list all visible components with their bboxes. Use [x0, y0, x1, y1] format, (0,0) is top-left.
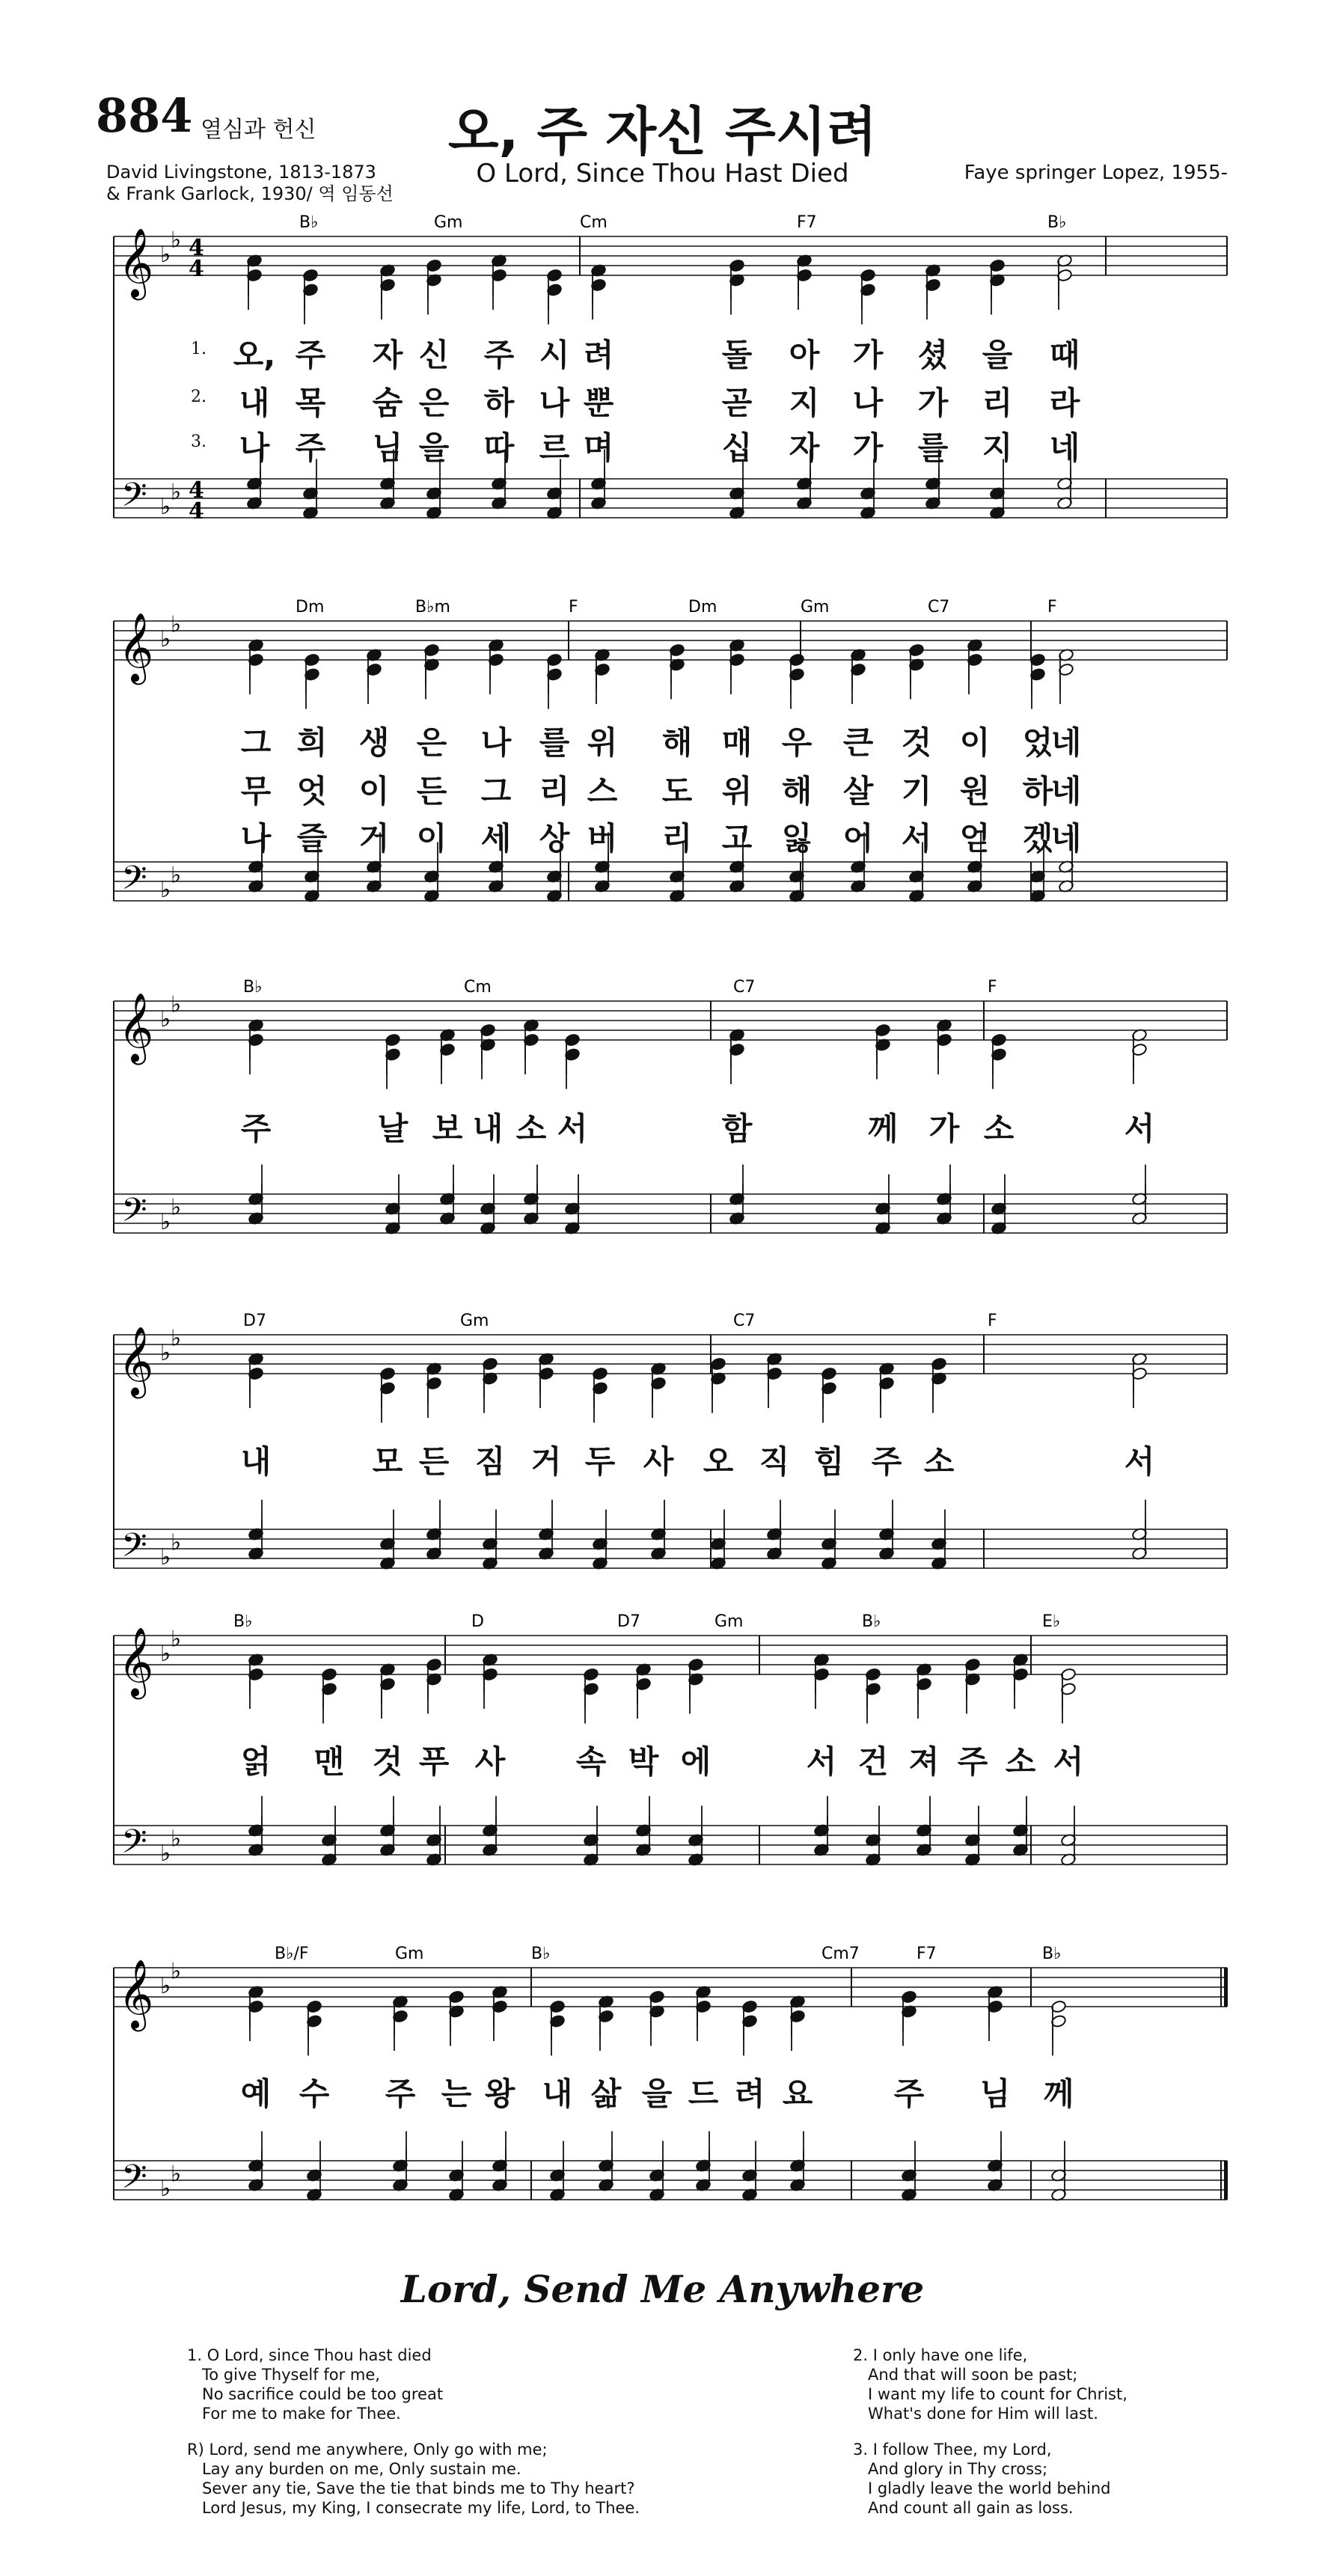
lyric-syllable: 때	[1049, 337, 1080, 373]
english-lyric-line: 1. O Lord, since Thou hast died	[187, 2346, 432, 2364]
lyric-syllable: 큰	[842, 724, 874, 761]
lyric-syllable: 스	[587, 773, 618, 810]
lyric-syllable: 박	[628, 1743, 659, 1780]
lyric-syllable: 님	[979, 2075, 1011, 2112]
english-lyric-line: I want my life to count for Christ,	[853, 2385, 1127, 2403]
chord-symbol: B♭/F	[275, 1945, 309, 1963]
lyric-syllable: 하	[1022, 773, 1053, 810]
treble-clef: 𝄞	[118, 1326, 154, 1395]
lyric-syllable: 원	[959, 773, 991, 810]
chord-symbol: Cm7	[821, 1945, 860, 1963]
key-signature-flat: ♭	[171, 611, 182, 638]
lyric-syllable: 따	[483, 429, 515, 466]
lyric-syllable: 내	[240, 1443, 272, 1480]
chord-symbol: F	[1047, 598, 1057, 617]
lyric-syllable: 나	[480, 724, 512, 761]
verse-number: 3.	[191, 432, 206, 451]
chord-symbol: F7	[797, 213, 817, 232]
lyric-syllable: 이	[416, 820, 447, 857]
lyric-syllable: 희	[296, 724, 328, 761]
treble-clef: 𝄞	[118, 1627, 154, 1696]
lyric-syllable: 내	[239, 385, 270, 421]
lyric-syllable: 살	[842, 773, 874, 810]
lyric-syllable: 짐	[474, 1443, 506, 1480]
lyric-syllable: 거	[530, 1443, 562, 1480]
lyric-syllable: 하	[483, 385, 515, 421]
bass-staff	[114, 1529, 1227, 1568]
english-lyric-line: 3. I follow Thee, my Lord,	[853, 2441, 1052, 2459]
lyric-syllable: 는	[441, 2075, 472, 2112]
key-signature-flat: ♭	[160, 626, 171, 652]
lyric-syllable: 드	[688, 2075, 719, 2112]
treble-staff	[114, 236, 1227, 275]
lyric-syllable: 세	[480, 820, 512, 857]
key-signature-flat: ♭	[160, 1973, 171, 1999]
lyric-syllable: 엇	[296, 773, 328, 810]
lyric-syllable: 주	[893, 2075, 925, 2112]
chord-symbol: C7	[733, 1312, 756, 1330]
lyric-syllable: 삶	[590, 2075, 622, 2112]
hymn-number: 884	[96, 88, 193, 143]
treble-clef: 𝄞	[118, 612, 154, 682]
lyric-syllable: 그	[480, 773, 512, 810]
time-signature-bottom: 4	[189, 498, 204, 524]
english-lyric-line: 2. I only have one life,	[853, 2346, 1028, 2364]
lyric-syllable: 수	[299, 2075, 330, 2112]
chord-symbol: B♭	[862, 1612, 881, 1631]
lyric-syllable: 주	[295, 337, 326, 373]
chord-symbol: D7	[617, 1612, 640, 1631]
lyric-syllable: 자	[789, 429, 820, 466]
lyric-syllable: 잃	[781, 820, 813, 857]
lyric-syllable: 서	[1124, 1110, 1155, 1147]
bass-clef: 𝄢	[121, 858, 147, 905]
lyric-syllable: 가	[852, 337, 884, 373]
treble-staff	[114, 1335, 1227, 1374]
key-signature-flat: ♭	[160, 242, 171, 268]
lyric-syllable: 그	[240, 724, 272, 761]
lyric-syllable: 소	[515, 1110, 547, 1147]
key-signature-flat: ♭	[171, 1529, 182, 1556]
lyric-syllable: 소	[923, 1443, 955, 1480]
lyric-syllable: 돌	[721, 337, 753, 373]
time-signature-top: 4	[189, 477, 204, 504]
bass-clef: 𝄢	[121, 1526, 147, 1573]
key-signature-flat: ♭	[171, 991, 182, 1018]
lyric-syllable: 나	[539, 385, 570, 421]
chord-symbol: B♭	[233, 1612, 253, 1631]
key-signature-flat: ♭	[171, 1826, 182, 1853]
lyric-syllable: 아	[789, 337, 820, 373]
lyric-syllable: 해	[661, 724, 693, 761]
lyric-syllable: 은	[418, 385, 450, 421]
key-signature-flat: ♭	[160, 1641, 171, 1667]
hymn-category: 열심과 헌신	[201, 117, 316, 143]
lyric-syllable: 신	[418, 337, 450, 373]
lyric-syllable: 가	[917, 385, 949, 421]
chord-symbol: D7	[243, 1312, 266, 1330]
chord-symbol: F	[988, 978, 997, 997]
lyric-syllable: 주	[957, 1743, 988, 1780]
lyric-syllable: 힘	[813, 1443, 845, 1480]
lyric-syllable: 사	[474, 1743, 506, 1780]
lyric-syllable: 날	[377, 1110, 408, 1147]
lyric-syllable: 기	[901, 773, 932, 810]
chord-symbol: B♭	[1047, 213, 1067, 232]
lyric-syllable: 져	[908, 1743, 940, 1780]
bass-clef: 𝄢	[121, 475, 147, 522]
lyric-syllable: 겠	[1022, 820, 1053, 857]
lyric-syllable: 서	[557, 1110, 588, 1147]
lyric-syllable: 고	[721, 820, 753, 857]
lyric-syllable: 님	[372, 429, 403, 466]
lyric-syllable: 목	[295, 385, 326, 421]
lyric-syllable: 셨	[917, 337, 949, 373]
lyric-syllable: 어	[842, 820, 874, 857]
chord-symbol: Gm	[801, 598, 830, 617]
key-signature-flat: ♭	[171, 479, 182, 506]
lyric-syllable: 곧	[721, 385, 753, 421]
bass-clef: 𝄢	[121, 2157, 147, 2204]
lyric-syllable: 께	[867, 1110, 899, 1147]
lyric-syllable: 을	[982, 337, 1013, 373]
page-title: 오, 주 자신 주시려	[447, 101, 878, 162]
lyric-syllable: 매	[721, 724, 753, 761]
key-signature-flat: ♭	[171, 1325, 182, 1352]
lyric-syllable: 숨	[372, 385, 403, 421]
english-lyric-line: And that will soon be past;	[853, 2366, 1078, 2384]
lyric-syllable: 주	[483, 337, 515, 373]
lyric-syllable: 생	[358, 724, 390, 761]
key-signature-flat: ♭	[171, 862, 182, 889]
treble-staff	[114, 1001, 1227, 1040]
lyric-syllable: 두	[584, 1443, 616, 1480]
key-signature-flat: ♭	[160, 1340, 171, 1366]
page-subtitle-english: O Lord, Since Thou Hast Died	[476, 159, 849, 189]
english-lyric-line: R) Lord, send me anywhere, Only go with me;	[187, 2441, 548, 2459]
lyric-syllable: 가	[928, 1110, 960, 1147]
english-lyric-line: Sever any tie, Save the tie that binds me to Thy heart?	[187, 2479, 635, 2497]
lyric-syllable: 얽	[240, 1743, 272, 1780]
lyric-syllable: 지	[982, 429, 1013, 466]
lyric-syllable: 이	[358, 773, 390, 810]
key-signature-flat: ♭	[171, 1194, 182, 1221]
lyric-syllable: 뿐	[583, 385, 614, 421]
english-lyric-line: What's done for Him will last.	[853, 2405, 1098, 2423]
lyric-syllable: 나	[240, 820, 272, 857]
lyric-syllable: 소	[1005, 1743, 1036, 1780]
chord-symbol: Gm	[460, 1312, 489, 1330]
verse-number: 1.	[191, 340, 206, 358]
lyric-syllable: 모	[372, 1443, 403, 1480]
lyric-syllable: 내	[472, 1110, 504, 1147]
lyric-syllable: 라	[1049, 385, 1080, 421]
chord-symbol: E♭	[1042, 1612, 1061, 1631]
chord-symbol: F7	[917, 1945, 937, 1963]
lyric-syllable: 시	[539, 337, 570, 373]
english-lyrics-right	[853, 2346, 1127, 2518]
treble-clef: 𝄞	[118, 992, 154, 1062]
lyric-syllable: 즐	[296, 820, 328, 857]
chord-symbol: Cm	[464, 978, 492, 997]
chord-symbol: Gm	[395, 1945, 424, 1963]
lyric-syllable: 소	[983, 1110, 1015, 1147]
lyric-syllable: 르	[539, 429, 570, 466]
lyric-syllable: 속	[575, 1743, 607, 1780]
lyric-syllable: 보	[432, 1110, 463, 1147]
treble-clef: 𝄞	[118, 1959, 154, 2028]
lyric-syllable: 직	[759, 1443, 790, 1480]
key-signature-flat: ♭	[171, 1626, 182, 1653]
key-signature-flat: ♭	[160, 1544, 171, 1570]
lyric-syllable: 왕	[484, 2075, 515, 2112]
time-signature-bottom: 4	[189, 256, 204, 282]
lyric-syllable: 거	[358, 820, 390, 857]
english-lyrics-left	[187, 2346, 640, 2518]
lyric-syllable: 요	[782, 2075, 813, 2112]
lyric-syllable: 버	[587, 820, 618, 857]
lyric-syllable: 에	[680, 1743, 712, 1780]
chord-symbol: B♭	[1042, 1945, 1062, 1963]
final-barline-thick	[1224, 2161, 1228, 2200]
lyric-syllable: 서	[806, 1743, 837, 1780]
lyric-syllable: 맨	[313, 1743, 345, 1780]
english-lyric-line: And count all gain as loss.	[853, 2499, 1074, 2517]
english-lyric-line: For me to make for Thee.	[187, 2405, 401, 2423]
lyric-syllable: 주	[295, 429, 326, 466]
lyric-syllable: 내	[542, 2075, 573, 2112]
lyric-syllable: 위	[587, 724, 618, 761]
chord-symbol: D	[471, 1612, 484, 1631]
key-signature-flat: ♭	[160, 877, 171, 903]
lyric-syllable: 얻	[959, 820, 991, 857]
key-signature-flat: ♭	[160, 494, 171, 520]
lyric-syllable: 십	[721, 429, 753, 466]
lyric-syllable: 오	[703, 1443, 734, 1480]
english-lyric-line: I gladly leave the world behind	[853, 2479, 1111, 2497]
english-lyric-line: To give Thyself for me,	[187, 2366, 380, 2384]
lyric-syllable: 위	[721, 773, 753, 810]
chord-symbol: B♭	[243, 978, 263, 997]
lyric-syllable: 가	[852, 429, 884, 466]
chord-symbol: Dm	[688, 598, 717, 617]
chord-symbol: B♭	[299, 213, 319, 232]
lyric-syllable: 네	[1050, 724, 1082, 761]
key-signature-flat: ♭	[171, 1958, 182, 1985]
english-lyric-line: Lord Jesus, my King, I consecrate my life, Lord, to Thee.	[187, 2499, 640, 2517]
lyric-syllable: 건	[857, 1743, 889, 1780]
lyric-syllable: 해	[781, 773, 813, 810]
english-title: Lord, Send Me Anywhere	[400, 2267, 925, 2311]
lyric-syllable: 리	[539, 773, 570, 810]
lyric-syllable: 를	[539, 724, 570, 761]
chord-symbol: Gm	[434, 213, 463, 232]
english-lyric-line: And glory in Thy cross;	[853, 2460, 1048, 2478]
lyric-syllable: 서	[1124, 1443, 1155, 1480]
lyric-syllable: 께	[1043, 2075, 1074, 2112]
lyric-syllable: 리	[661, 820, 693, 857]
lyric-syllable: 상	[539, 820, 570, 857]
lyric-syllable: 푸	[418, 1743, 450, 1780]
key-signature-flat: ♭	[160, 1209, 171, 1235]
english-lyric-line: Lay any burden on me, Only sustain me.	[187, 2460, 521, 2478]
chord-symbol: B♭	[531, 1945, 551, 1963]
lyric-syllable: 주	[240, 1110, 272, 1147]
lyric-syllable: 우	[781, 724, 813, 761]
lyric-syllable: 서	[901, 820, 932, 857]
verse-number: 2.	[191, 388, 206, 406]
lyric-syllable: 오,	[233, 337, 276, 373]
lyric-syllable: 사	[643, 1443, 674, 1480]
lyric-syllable: 주	[385, 2075, 416, 2112]
lyric-syllable: 것	[372, 1743, 403, 1780]
lyric-syllable: 었	[1022, 724, 1053, 761]
key-signature-flat: ♭	[171, 227, 182, 254]
lyric-syllable: 나	[852, 385, 884, 421]
lyric-syllable: 든	[416, 773, 447, 810]
music-credit: Faye springer Lopez, 1955-	[964, 162, 1228, 184]
final-barline-thick	[1224, 1968, 1228, 2007]
chord-symbol: Dm	[296, 598, 325, 617]
key-signature-flat: ♭	[160, 2176, 171, 2202]
lyric-syllable: 예	[240, 2075, 272, 2112]
lyric-syllable: 나	[239, 429, 270, 466]
words-credit-line-1: David Livingstone, 1813-1873	[106, 162, 376, 183]
key-signature-flat: ♭	[160, 1841, 171, 1867]
treble-clef: 𝄞	[118, 227, 154, 297]
english-lyric-line	[187, 2423, 640, 2440]
lyric-syllable: 지	[789, 385, 820, 421]
lyric-syllable: 네	[1050, 820, 1082, 857]
bass-staff	[114, 1826, 1227, 1864]
chord-symbol: C7	[733, 978, 756, 997]
words-credit-line-2: & Frank Garlock, 1930/ 역 임동선	[106, 183, 394, 204]
lyric-syllable: 주	[871, 1443, 902, 1480]
lyric-syllable: 를	[917, 429, 949, 466]
chord-symbol: B♭m	[415, 598, 450, 617]
lyric-syllable: 함	[721, 1110, 753, 1147]
lyric-syllable: 무	[240, 773, 272, 810]
lyric-syllable: 도	[661, 773, 693, 810]
lyric-syllable: 을	[641, 2075, 673, 2112]
lyric-syllable: 것	[901, 724, 932, 761]
bass-clef: 𝄢	[121, 1822, 147, 1869]
chord-symbol: F	[988, 1312, 997, 1330]
lyric-syllable: 을	[418, 429, 450, 466]
chord-symbol: C7	[928, 598, 950, 617]
lyric-syllable: 려	[734, 2075, 765, 2112]
time-signature-top: 4	[189, 235, 204, 261]
lyric-syllable: 은	[416, 724, 447, 761]
lyric-syllable: 려	[583, 337, 614, 373]
lyric-syllable: 네	[1050, 773, 1082, 810]
lyric-syllable: 서	[1053, 1743, 1084, 1780]
key-signature-flat: ♭	[160, 1006, 171, 1032]
bass-clef: 𝄢	[121, 1190, 147, 1237]
english-lyric-line: No sacrifice could be too great	[187, 2385, 444, 2403]
bass-staff	[114, 1194, 1227, 1233]
english-lyric-line	[853, 2423, 1127, 2440]
lyric-syllable: 든	[418, 1443, 450, 1480]
key-signature-flat: ♭	[171, 2161, 182, 2188]
lyric-syllable: 네	[1049, 429, 1080, 466]
chord-symbol: Gm	[714, 1612, 744, 1631]
treble-staff	[114, 1636, 1227, 1674]
lyric-syllable: 자	[372, 337, 403, 373]
lyric-syllable: 이	[959, 724, 991, 761]
chord-symbol: Cm	[580, 213, 608, 232]
chord-symbol: F	[569, 598, 578, 617]
lyric-syllable: 며	[583, 429, 614, 466]
lyric-syllable: 리	[982, 385, 1013, 421]
